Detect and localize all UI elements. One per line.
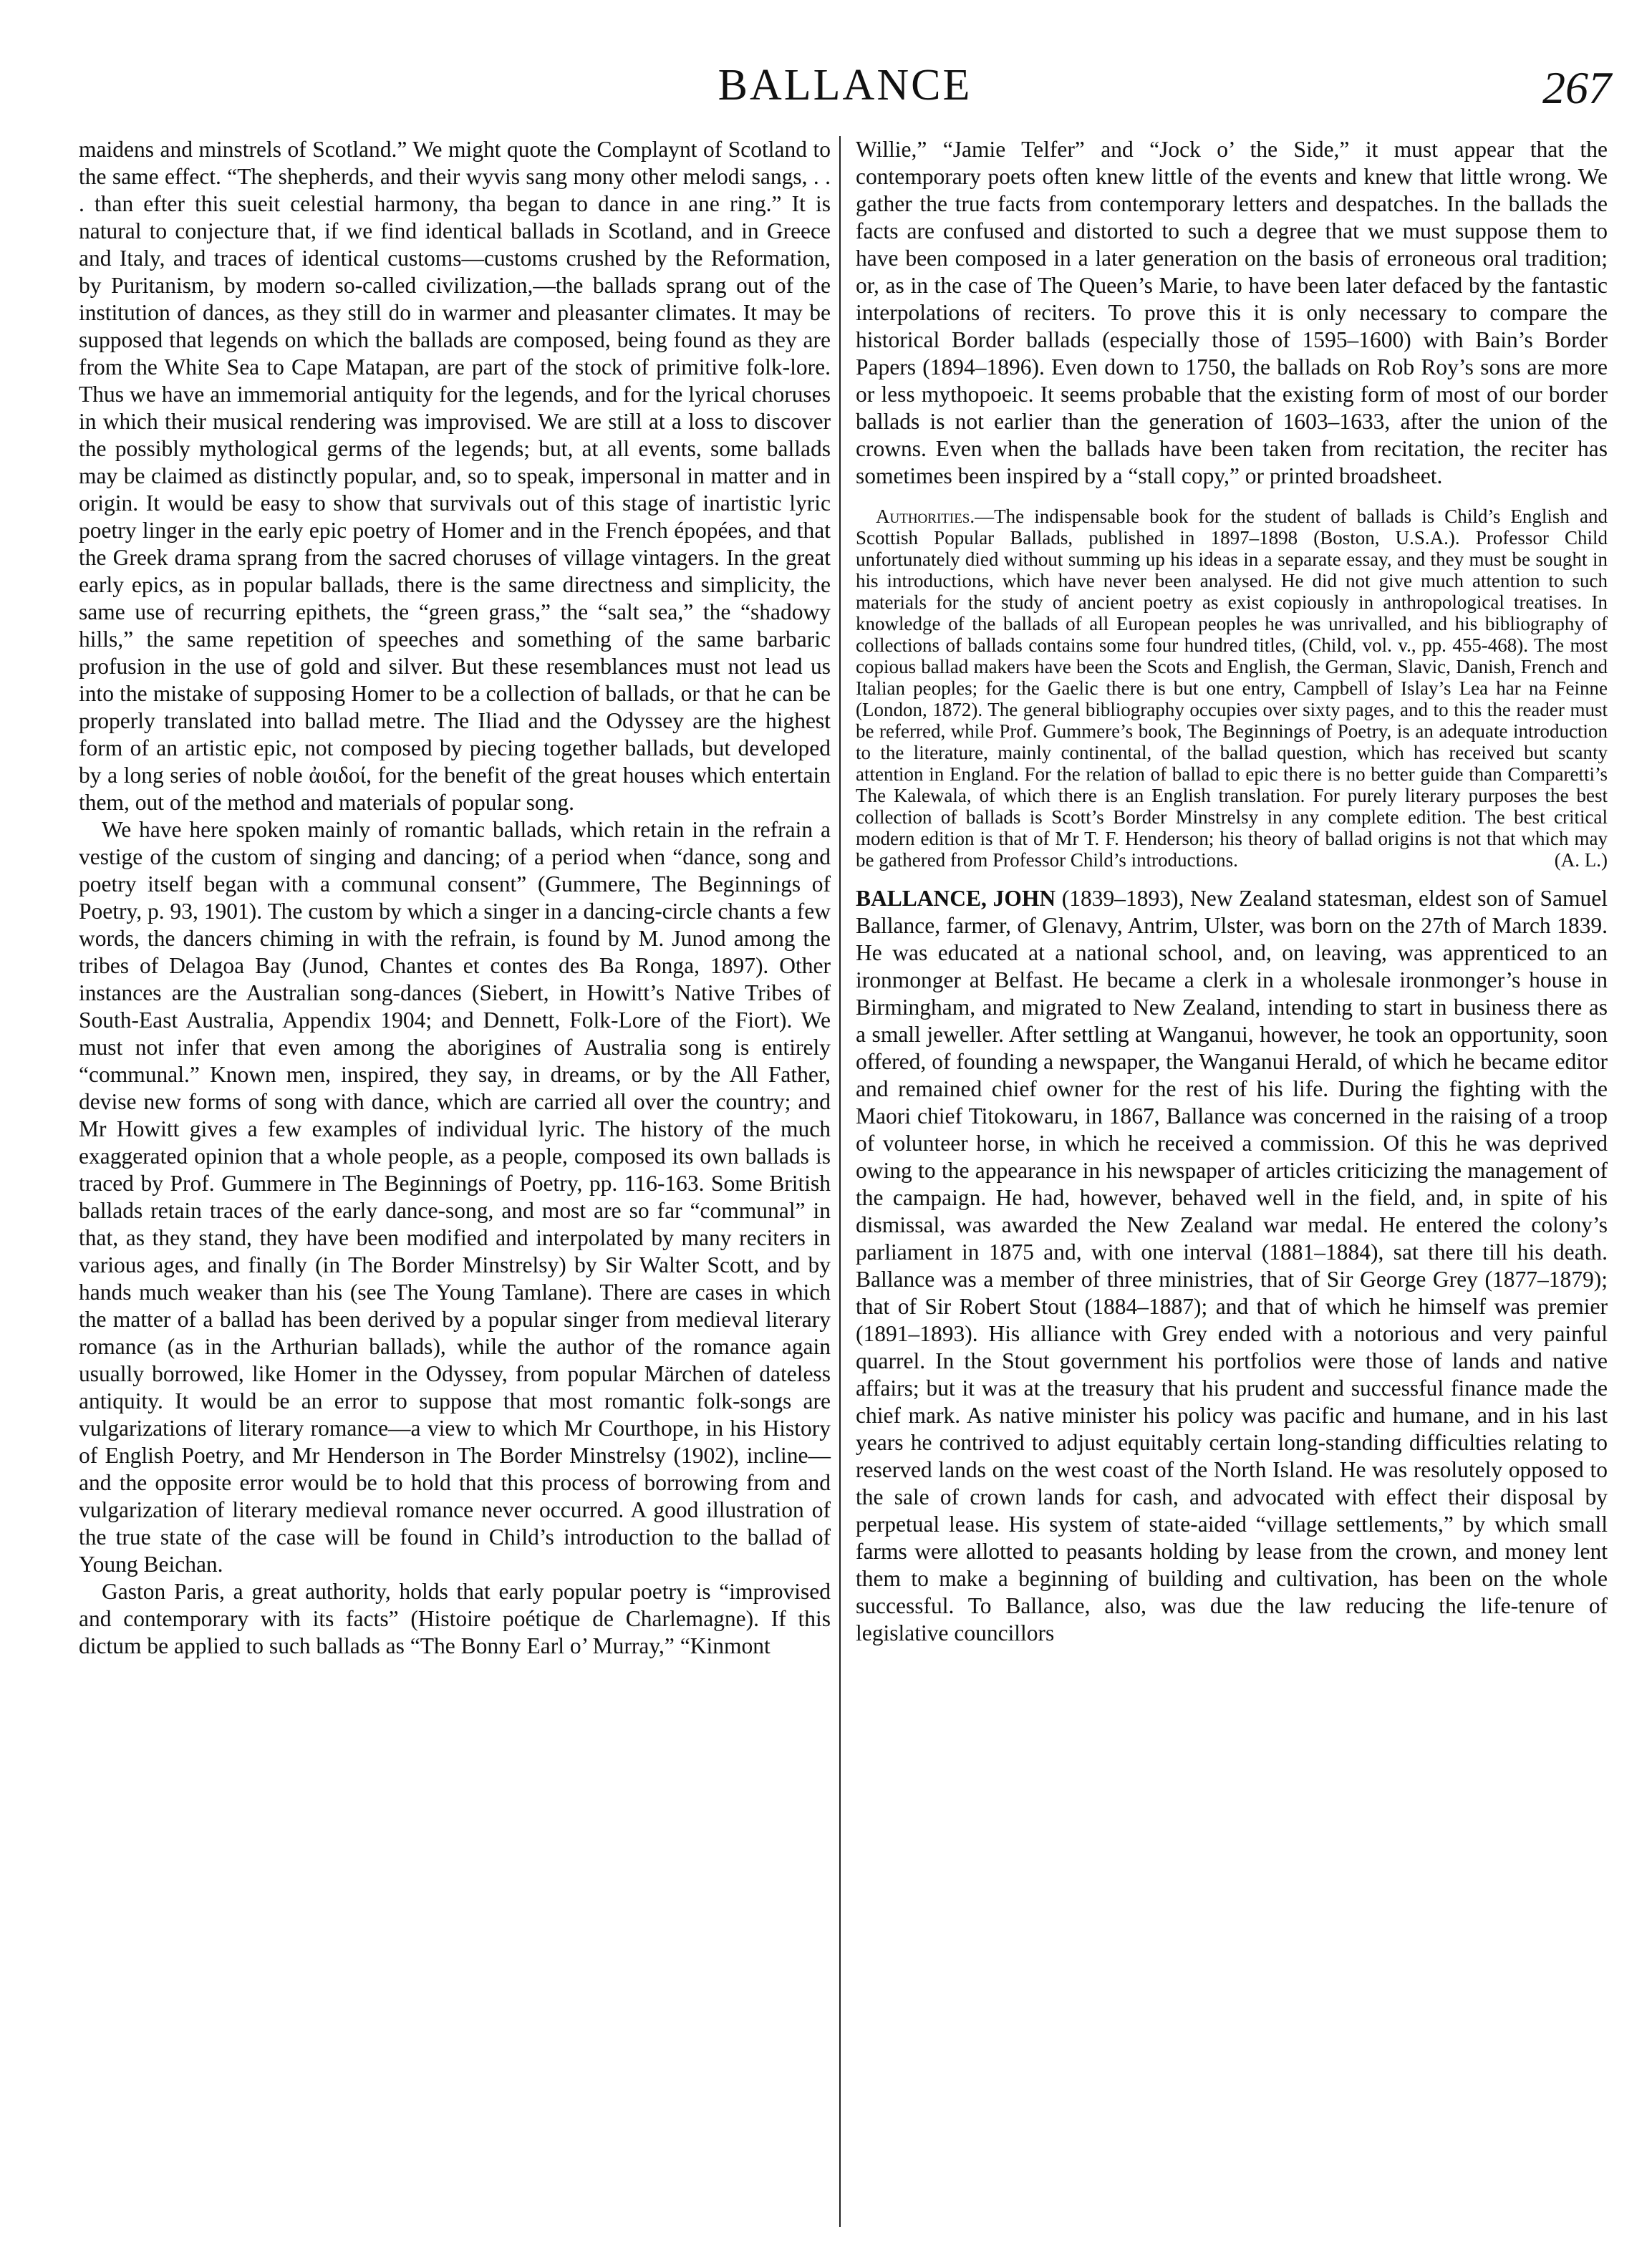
column-divider (839, 136, 841, 2227)
author-signoff: (A. L.) (1554, 849, 1608, 871)
running-head (79, 60, 1611, 117)
authorities-note (856, 506, 1608, 871)
page-number: 267 (1542, 62, 1611, 113)
authorities-text: .—The indispensable book for the student of ballads is Child’s English and Scottish Popular Ballads, published in 1897–1898 (Boston, U.S.A.). Professor Child unfortunately died without summing up his ideas in a separate essay, and they must be sought in his introductions, which have never been analysed. He did not give much attention to such materials for the study of ancient poetry as exist copiously in anthropological treatises. In knowledge of the ballads of all European peoples he was unrivalled, and his bibliography of collections of ballads contains some four hundred titles, (Child, vol. v., pp. 455-468). The most copious ballad makers have been the Scots and English, the German, Slavic, Danish, French and Italian peoples; for the Gaelic there is but one entry, Campbell of Islay’s Lea har na Feinne (London, 1872). The general bibliography occupies over sixty pages, and to this the reader must be referred, while Prof. Gummere’s book, The Beginnings of Poetry, is an adequate introduction to the literature, mainly continental, of the ballad question, which has received but scanty attention in England. For the relation of ballad to epic there is no better guide than Comparetti’s The Kalewala, of which there is an English translation. For purely literary purposes the best collection of ballads is Scott’s Border Minstrelsy in any complete edition. The best critical modern edition is that of Mr T. F. Henderson; his theory of ballad origins is not that which may be gathered from Professor Child’s introductions. (856, 506, 1608, 871)
right-column (856, 136, 1608, 1647)
running-head-title: BALLANCE (718, 61, 972, 110)
entry-text: (1839–1893), New Zealand statesman, eldest son of Samuel Ballance, farmer, of Glenavy, Antrim, Ulster, was born on the 27th of March 1839. He was educated at a national school, and, on leaving, was apprenticed to an ironmonger at Belfast. He became a clerk in a wholesale ironmonger’s house in Birmingham, and migrated to New Zealand, intending to start in business there as a small jeweller. After settling at Wanganui, however, he took an opportunity, soon offered, of founding a newspaper, the Wanganui Herald, of which he became editor and remained chief owner for the rest of his life. During the fighting with the Maori chief Titokowaru, in 1867, Ballance was concerned in the raising of a troop of volunteer horse, in which he received a commission. Of this he was deprived owing to the appearance in his newspaper of articles criticizing the management of the campaign. He had, however, behaved well in the field, and, in spite of his dismissal, was awarded the New Zealand war medal. He entered the colony’s parliament in 1875 and, with one interval (1881–1884), sat there till his death. Ballance was a member of three ministries, that of Sir George Grey (1877–1879); that of Sir Robert Stout (1884–1887); and that of which he himself was premier (1891–1893). His alliance with Grey ended with a notorious and very painful quarrel. In the Stout government his portfolios were those of lands and native affairs; but it was at the treasury that his prudent and successful finance made the chief mark. As native minister his policy was pacific and humane, and in his last years he contrived to adjust equitably certain long-standing difficulties relating to reserved lands on the west coast of the North Island. He was resolutely opposed to the sale of crown lands for cash, and advocated with effect their disposal by perpetual lease. His system of state-aided “village settlements,” by which small farms were allotted to peasants holding by lease from the crown, and money lent them to make a beginning of building and cultivation, has been on the whole successful. To Ballance, also, was due the law reducing the life-tenure of legislative councillors (856, 886, 1608, 1645)
authorities-label: Authorities (876, 506, 970, 527)
ballance-entry (856, 885, 1608, 1647)
left-paragraph-2: We have here spoken mainly of romantic ballads, which retain in the refrain a vestige of the custom of singing and dancing; of a period when “dance, song and poetry itself began with a communal consent” (Gummere, The Beginnings of Poetry, p. 93, 1901). The custom by which a singer in a dancing-circle chants a few words, the dancers chiming in with the refrain, is found by M. Junod among the tribes of Delagoa Bay (Junod, Chantes et contes des Ba Ronga, 1897). Other instances are the Australian song-dances (Siebert, in Howitt’s Native Tribes of South-East Australia, Appendix 1904; and Dennett, Folk-Lore of the Fiort). We must not infer that even among the aborigines of Australia song is entirely “communal.” Known men, inspired, they say, in dreams, or by the All Father, devise new forms of song with dance, which are carried all over the country; and Mr Howitt gives a few examples of individual lyric. The history of the much exaggerated opinion that a whole people, as a people, composed its own ballads is traced by Prof. Gummere in The Beginnings of Poetry, pp. 116-163. Some British ballads retain traces of the early dance-song, and most are so far “communal” in that, as they stand, they have been modified and interpolated by many reciters in various ages, and finally (in The Border Minstrelsy) by Sir Walter Scott, and by hands much weaker than his (see The Young Tamlane). There are cases in which the matter of a ballad has been derived by a popular singer from medieval literary romance (as in the Arthurian ballads), while the author of the romance again usually borrowed, like Homer in the Odyssey, from popular Märchen of dateless antiquity. It would be an error to suppose that most romantic folk-songs are vulgarizations of literary romance—a view to which Mr Courthope, in his History of English Poetry, and Mr Henderson in The Border Minstrelsy (1902), incline—and the opposite error would be to hold that this process of borrowing from and vulgarization of literary medieval romance never occurred. A good illustration of the true state of the case will be found in Child’s introduction to the ballad of Young Beichan. (79, 817, 831, 1577)
left-column (79, 136, 831, 1660)
right-paragraph-1: Willie,” “Jamie Telfer” and “Jock o’ the Side,” it must appear that the contemporary poets often knew little of the events and knew that little wrong. We gather the true facts from contemporary letters and despatches. In the ballads the facts are confused and distorted to such a degree that we must suppose them to have been composed in a later generation on the basis of erroneous oral tradition; or, as in the case of The Queen’s Marie, to have been later defaced by the fantastic interpolations of reciters. To prove this it is only necessary to compare the historical Border ballads (especially those of 1595–1600) with Bain’s Border Papers (1894–1896). Even down to 1750, the ballads on Rob Roy’s sons are more or less mythopoeic. It seems probable that the existing form of most of our border ballads is not earlier than the generation of 1603–1633, after the union of the crowns. Even when the ballads have been taken from recitation, the reciter has sometimes been inspired by a “stall copy,” or printed broadsheet. (856, 137, 1608, 488)
left-paragraph-1: maidens and minstrels of Scotland.” We might quote the Complaynt of Scotland to the same effect. “The shepherds, and their wyvis sang mony other melodi sangs, . . . than efter this sueit celestial harmony, tha began to dance in ane ring.” It is natural to conjecture that, if we find identical ballads in Scotland, and in Greece and Italy, and traces of identical customs—customs crushed by the Reformation, by Puritanism, by modern so-called civilization,—the ballads sprang out of the institution of dances, as they still do in warmer and pleasanter climates. It may be supposed that legends on which the ballads are composed, being found as they are from the White Sea to Cape Matapan, are part of the stock of primitive folk-lore. Thus we have an immemorial antiquity for the legends, and for the lyrical choruses in which their musical rendering was improvised. We are still at a loss to discover the possibly mythological germs of the legends; but, at all events, some ballads may be claimed as distinctly popular, and, so to speak, impersonal in matter and in origin. It would be easy to show that survivals out of this stage of inartistic lyric poetry linger in the early epic poetry of Homer and in the French épopées, and that the Greek drama sprang from the sacred choruses of village vintagers. In the great early epics, as in popular ballads, there is the same directness and simplicity, the same use of recurring epithets, the “green grass,” the “salt sea,” the “shadowy hills,” the same repetition of speeches and something of the same barbaric profusion in the use of gold and silver. But these resemblances must not lead us into the mistake of supposing Homer to be a collection of ballads, or that he can be properly translated into ballad metre. The Iliad and the Odyssey are the highest form of an artistic epic, not composed by piecing together ballads, but developed by a long series of noble ἀοιδοί, for the benefit of the great houses which entertain them, out of the method and materials of popular song. (79, 137, 831, 815)
entry-heading: BALLANCE, JOHN (856, 886, 1056, 911)
left-paragraph-3: Gaston Paris, a great authority, holds that early popular poetry is “improvised and contemporary with its facts” (Histoire poétique de Charlemagne). If this dictum be applied to such ballads as “The Bonny Earl o’ Murray,” “Kinmont (79, 1579, 831, 1658)
